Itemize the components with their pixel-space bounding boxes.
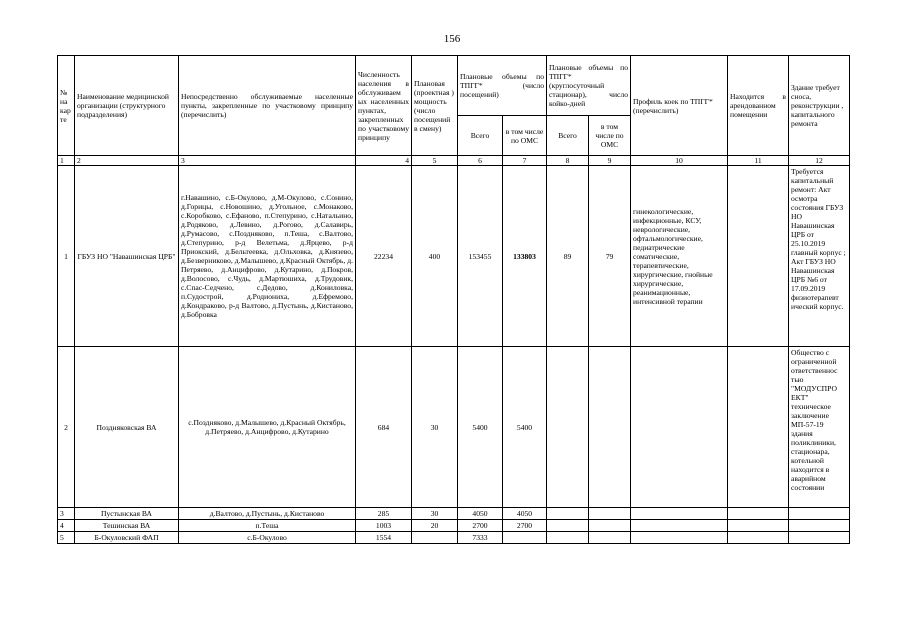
- column-number: 8: [547, 156, 589, 166]
- beds-oms-value: 79: [589, 166, 631, 347]
- column-number: 1: [58, 156, 75, 166]
- beds-oms-value: [589, 347, 631, 508]
- beds-total-value: [547, 532, 589, 544]
- settlements-list: д.Валтово, д.Пустынь, д.Кистаново: [179, 508, 356, 520]
- column-number-row: [58, 156, 850, 166]
- visits-total-value: 4050: [458, 508, 503, 520]
- rented-value: [728, 166, 789, 347]
- table-row: [58, 508, 850, 520]
- organization-name: Тешинская ВА: [75, 520, 179, 532]
- rented-value: [728, 532, 789, 544]
- visits-total-value: 153455: [458, 166, 503, 347]
- header-organization: Наименование медицинской организации (структурного подразделения): [75, 56, 179, 156]
- header-planned-bed-days: Плановые объемы по ТПГГ* (круглосуточный стационар), число койко-дней: [547, 56, 631, 116]
- repair-note: Общество с ограниченной ответственнос тью "МОДУСПРО ЕКТ" техническое заключение МП-57-19 здания поликлиники, стационара, котельной находится в аварийном состоянии: [789, 347, 850, 508]
- header-planned-visits: Плановые объемы по ТПГГ* (число посещений): [458, 56, 547, 116]
- header-population: Численность населения в обслуживаем ых населенных пунктах, закрепленных по участковому принципу: [356, 56, 412, 156]
- facilities-table: [57, 55, 850, 544]
- header-beds-total: Всего: [547, 116, 589, 156]
- visits-total-value: 7333: [458, 532, 503, 544]
- bed-profile-list: [631, 347, 728, 508]
- row-number: 3: [58, 508, 75, 520]
- beds-total-value: [547, 508, 589, 520]
- bed-profile-list: [631, 508, 728, 520]
- row-number: 2: [58, 347, 75, 508]
- bed-profile-list: гинекологические, инфекционные, КСУ, неврологические, офтальмологические, педиатрические соматические, терапевтические, хирургические, гнойные хирургические, реанимационные, интенсивной терапии: [631, 166, 728, 347]
- settlements-list: г.Навашино, с.Б-Окулово, д.М-Окулово, с.Сонино, д.Горицы, с.Новошино, д.Угольное, с.Монаково, с.Коробково, с.Ефаново, п.Степурино, с.Натальино, д.Родяково, д.Левино, д.Рогово, д.Салавирь, д.Румасово, с.Поздняково, п.Теша, с.Валтово, д.Степурино, р-д Велетьма, д.Ярцево, р-д Приокский, д.Бельтеевка, д.Ольховка, д.Князево, д.Безверниково, д.Малышево, д.Красный Октябрь, д. Петряево, д.Анцифрово, д.Кутарино, д.Покров, д.Волосово, с.Чудь, д.Мартюшиха, д.Трудовик, с.Спас-Седчено, с.Дедово, д.Кониловка, п.Судострой, д.Родиониха, д.Ефремово, д.Кондраково, р-д Валтово, д.Пустынь, д.Кистаново, д.Бобровка: [179, 166, 356, 347]
- organization-name: ГБУЗ НО "Навашинская ЦРБ": [75, 166, 179, 347]
- repair-note: Требуется капитальный ремонт: Акт осмотра состояния ГБУЗ НО Навашинская ЦРБ от 25.10.2019 главный корпус ; Акт ГБУЗ НО Навашинская ЦРБ №6 от 17.09.2019 физиотерапевт ический корпус.: [789, 166, 850, 347]
- organization-name: Поздняковская ВА: [75, 347, 179, 508]
- visits-oms-value: 133803: [503, 166, 547, 347]
- header-settlements: Непосредственно обслуживаемые населенные пункты, закрепленные по участковому принципу (перечислить): [179, 56, 356, 156]
- page-number: 156: [443, 33, 461, 45]
- capacity-value: 400: [412, 166, 458, 347]
- visits-oms-value: [503, 532, 547, 544]
- beds-total-value: [547, 347, 589, 508]
- beds-oms-value: [589, 508, 631, 520]
- table-row: [58, 166, 850, 347]
- header-beds-oms: в том числе по ОМС: [589, 116, 631, 156]
- column-number: 3: [179, 156, 356, 166]
- header-repair: Здание требует сноса, реконструкции , капитального ремонта: [789, 56, 850, 156]
- organization-name: Б-Окуловский ФАП: [75, 532, 179, 544]
- table-row: [58, 347, 850, 508]
- header-visits-total: Всего: [458, 116, 503, 156]
- settlements-list: с.Б-Окулово: [179, 532, 356, 544]
- table-row: [58, 532, 850, 544]
- population-value: 1554: [356, 532, 412, 544]
- header-rented: Находится в арендованном помещении: [728, 56, 789, 156]
- beds-oms-value: [589, 532, 631, 544]
- column-number: 9: [589, 156, 631, 166]
- row-number: 4: [58, 520, 75, 532]
- column-number: 4: [356, 156, 412, 166]
- rented-value: [728, 520, 789, 532]
- visits-oms-value: 5400: [503, 347, 547, 508]
- visits-total-value: 2700: [458, 520, 503, 532]
- header-bed-profile: Профиль коек по ТПГГ* (перечислить): [631, 56, 728, 156]
- column-number: 2: [75, 156, 179, 166]
- row-number: 1: [58, 166, 75, 347]
- population-value: 22234: [356, 166, 412, 347]
- beds-oms-value: [589, 520, 631, 532]
- column-number: 5: [412, 156, 458, 166]
- capacity-value: [412, 532, 458, 544]
- population-value: 285: [356, 508, 412, 520]
- organization-name: Пустынская ВА: [75, 508, 179, 520]
- capacity-value: 30: [412, 347, 458, 508]
- capacity-value: 30: [412, 508, 458, 520]
- column-number: 7: [503, 156, 547, 166]
- population-value: 1003: [356, 520, 412, 532]
- repair-note: [789, 532, 850, 544]
- repair-note: [789, 520, 850, 532]
- beds-total-value: 89: [547, 166, 589, 347]
- repair-note: [789, 508, 850, 520]
- table-row: [58, 520, 850, 532]
- population-value: 684: [356, 347, 412, 508]
- capacity-value: 20: [412, 520, 458, 532]
- visits-oms-value: 2700: [503, 520, 547, 532]
- settlements-list: с.Поздняково, д.Малышево, д.Красный Октябрь, д.Петряево, д.Анцифрово, д.Кутарино: [179, 347, 356, 508]
- column-number: 6: [458, 156, 503, 166]
- settlements-list: п.Теша: [179, 520, 356, 532]
- header-number: № на кар те: [58, 56, 75, 156]
- rented-value: [728, 347, 789, 508]
- visits-total-value: 5400: [458, 347, 503, 508]
- beds-total-value: [547, 520, 589, 532]
- bed-profile-list: [631, 520, 728, 532]
- header-visits-oms: в том числе по ОМС: [503, 116, 547, 156]
- visits-oms-value: 4050: [503, 508, 547, 520]
- bed-profile-list: [631, 532, 728, 544]
- row-number: 5: [58, 532, 75, 544]
- column-number: 12: [789, 156, 850, 166]
- column-number: 11: [728, 156, 789, 166]
- header-capacity: Плановая (проектная ) мощность (число посещений в смену): [412, 56, 458, 156]
- column-number: 10: [631, 156, 728, 166]
- rented-value: [728, 508, 789, 520]
